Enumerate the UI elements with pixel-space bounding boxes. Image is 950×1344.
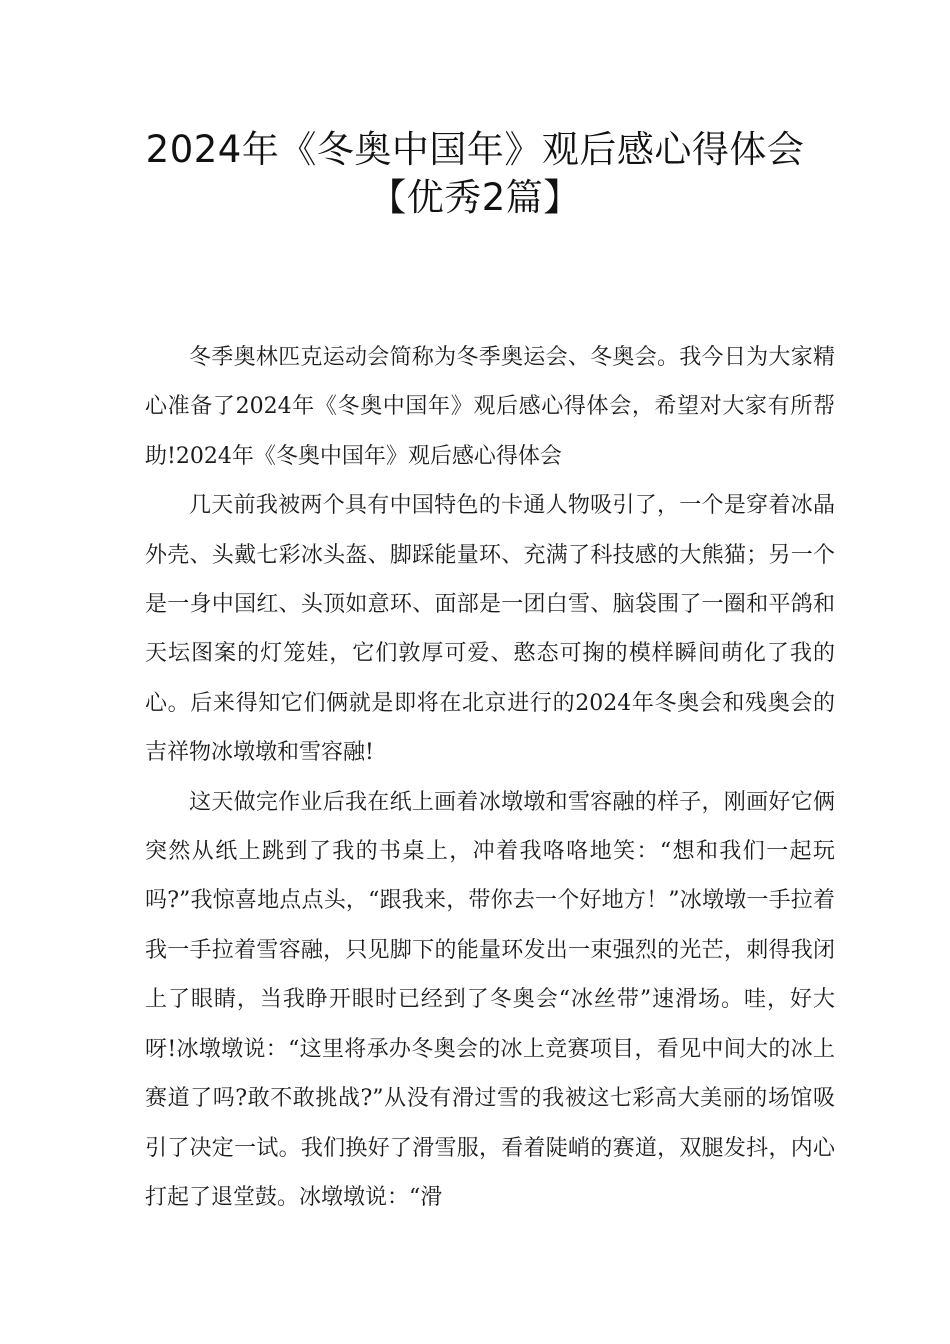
title-line-2: 【优秀2篇】 bbox=[369, 176, 581, 219]
document-title bbox=[100, 126, 850, 222]
paragraph-mascots: 几天前我被两个具有中国特色的卡通人物吸引了，一个是穿着冰晶外壳、头戴七彩冰头盔、脚踩能量环、充满了科技感的大熊猫；另一个是一身中国红、头顶如意环、面部是一团白雪、脑袋围了一圈和平鸽和天坛图案的灯笼娃，它们敦厚可爱、憨态可掬的模样瞬间萌化了我的心。后来得知它们俩就是即将在北京进行的2024年冬奥会和残奥会的吉祥物冰墩墩和雪容融! bbox=[145, 493, 835, 766]
document-body bbox=[145, 333, 835, 1222]
paragraph-intro: 冬季奥林匹克运动会简称为冬季奥运会、冬奥会。我今日为大家精心准备了2024年《冬奥中国年》观后感心得体会，希望对大家有所帮助!2024年《冬奥中国年》观后感心得体会 bbox=[145, 345, 835, 469]
paragraph-story: 这天做完作业后我在纸上画着冰墩墩和雪容融的样子，刚画好它俩突然从纸上跳到了我的书桌上，冲着我咯咯地笑：“想和我们一起玩吗?”我惊喜地点点头，“跟我来，带你去一个好地方！”冰墩墩一手拉着我一手拉着雪容融，只见脚下的能量环发出一束强烈的光芒，刺得我闭上了眼睛，当我睁开眼时已经到了冬奥会“冰丝带”速滑场。哇，好大呀!冰墩墩说：“这里将承办冬奥会的冰上竞赛项目，看见中间大的冰上赛道了吗?敢不敢挑战?”从没有滑过雪的我被这七彩高大美丽的场馆吸引了决定一试。我们换好了滑雪服，看着陡峭的赛道，双腿发抖，内心打起了退堂鼓。冰墩墩说：“滑 bbox=[145, 789, 835, 1210]
title-line-1: 2024年《冬奥中国年》观后感心得体会 bbox=[145, 128, 805, 171]
